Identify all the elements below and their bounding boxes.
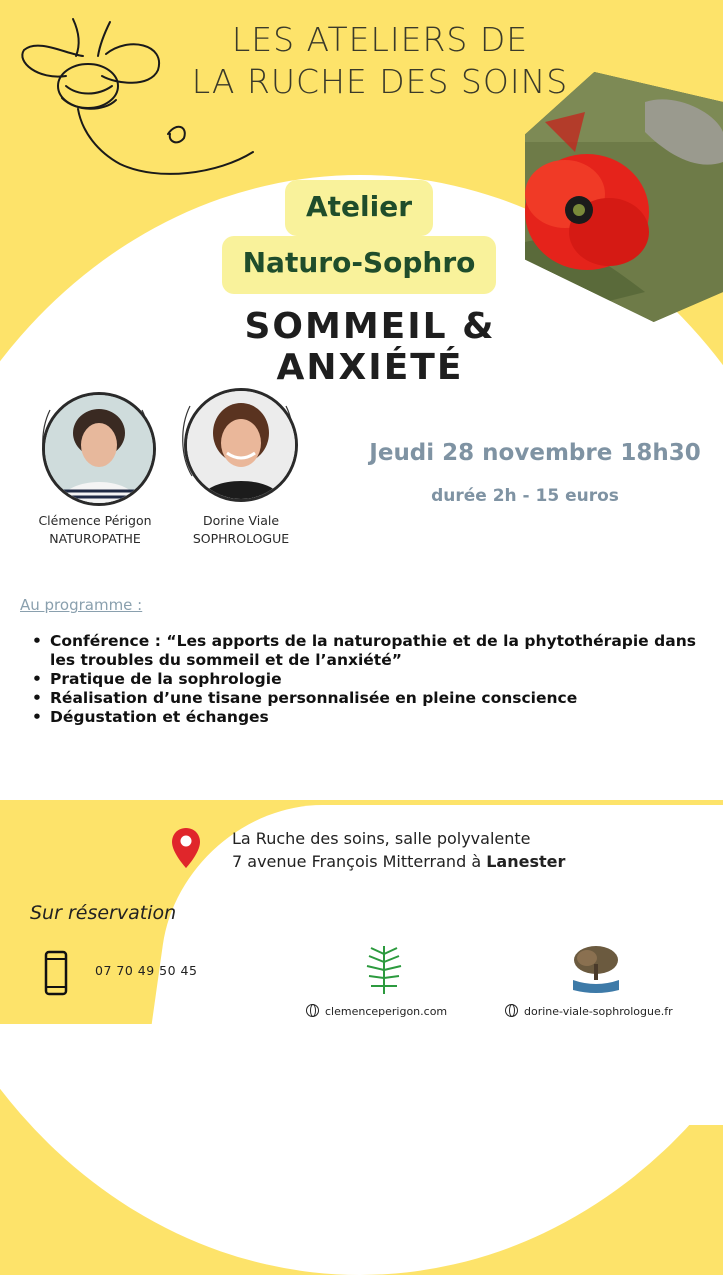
- speaker-2: [156, 512, 326, 548]
- speaker-1-name: Clémence Périgon: [38, 513, 152, 528]
- globe-icon: [505, 1004, 518, 1017]
- workshop-label: Atelier: [285, 180, 433, 236]
- speaker-1-role: NATUROPATHE: [49, 531, 141, 546]
- website-link-1[interactable]: [306, 1004, 447, 1018]
- list-item: • Dégustation et échanges: [32, 708, 696, 727]
- website-2-text[interactable]: dorine-viale-sophrologue.fr: [524, 1005, 673, 1018]
- phone-number[interactable]: 07 70 49 50 45: [95, 963, 198, 978]
- event-headline: SOMMEIL & ANXIÉTÉ: [244, 306, 496, 388]
- address-line2: [232, 851, 692, 873]
- reservation-note: Sur réservation: [30, 902, 177, 924]
- globe-icon: [306, 1004, 319, 1017]
- list-item: • Réalisation d’une tisane personnalisée en pleine conscience: [32, 689, 696, 708]
- naturopath-logo: [357, 940, 411, 998]
- speaker-2-name: Dorine Viale: [202, 513, 280, 528]
- speaker-1: [10, 512, 180, 548]
- website-1-text[interactable]: clemenceperigon.com: [325, 1005, 448, 1018]
- address-street: 7 avenue François Mitterrand à: [232, 852, 487, 871]
- header-title-line2: LA RUCHE DES SOINS: [191, 62, 569, 101]
- avatar-dorine: [184, 388, 298, 502]
- address-line1: La Ruche des soins, salle polyvalente: [232, 829, 531, 848]
- avatar-clemence: [42, 392, 156, 506]
- location-pin-icon: [170, 826, 202, 870]
- program-label: Au programme :: [20, 596, 143, 614]
- workshop-type: Naturo-Sophro: [222, 236, 496, 294]
- phone-icon: [44, 950, 68, 996]
- program-list: [32, 632, 696, 727]
- event-details: durée 2h - 15 euros: [431, 486, 619, 506]
- sophrologue-logo: [567, 940, 625, 998]
- website-link-2[interactable]: [505, 1004, 673, 1018]
- list-item: • Pratique de la sophrologie: [32, 670, 696, 689]
- speaker-2-role: SOPHROLOGUE: [192, 531, 290, 546]
- header-title-line1: LES ATELIERS DE: [231, 20, 529, 59]
- event-date: Jeudi 28 novembre 18h30: [369, 440, 701, 466]
- list-item: • Conférence : “Les apports de la naturopathie et de la phytothérapie dans les troubles du sommeil et de l’anxiété”: [32, 632, 696, 670]
- address-city: Lanester: [486, 852, 566, 871]
